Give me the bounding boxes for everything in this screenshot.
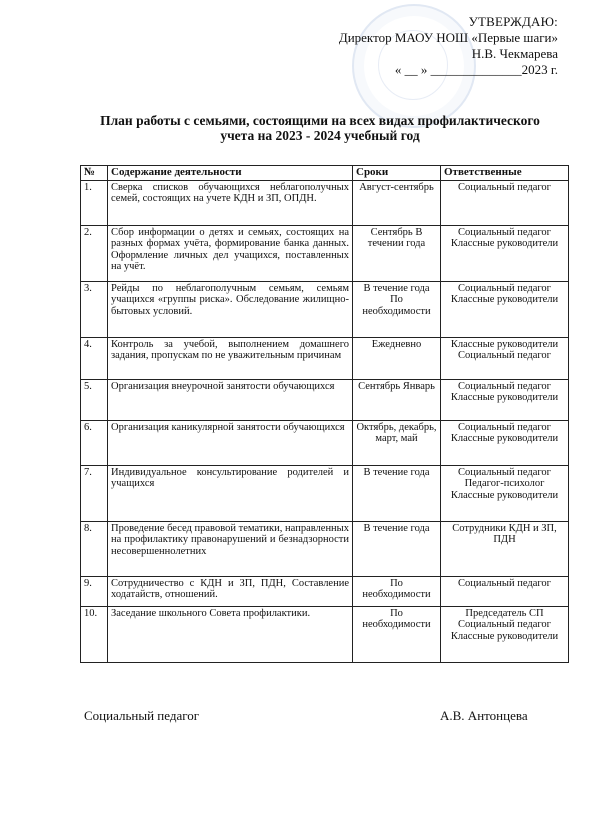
document-title-line1: План работы с семьями, состоящими на всех видах профилактического (100, 113, 540, 128)
row-responsible: Социальный педагог Классные руководители (441, 281, 569, 337)
row-num: 3. (81, 281, 108, 337)
row-content: Рейды по неблагополучным семьям, семьям учащихся «группы риска». Обследование жилищно-бытовых условий. (108, 281, 353, 337)
table-row (81, 180, 569, 225)
row-date: Октябрь, декабрь, март, май (353, 420, 441, 465)
row-num: 10. (81, 606, 108, 662)
approval-title: УТВЕРЖДАЮ: (468, 14, 558, 29)
row-responsible: Классные руководители Социальный педагог (441, 337, 569, 379)
row-date: По необходимости (353, 576, 441, 606)
row-content: Сбор информации о детях и семьях, состоящих на разных формах учёта, формирование банка данных. Оформление личных дел учащихся, поставленных на учёт. (108, 225, 353, 281)
table-row (81, 420, 569, 465)
row-responsible: Председатель СП Социальный педагог Классные руководители (441, 606, 569, 662)
row-date: В течение года (353, 465, 441, 521)
document-title (70, 113, 570, 143)
plan-table (80, 165, 569, 663)
table-row (81, 576, 569, 606)
table-header-row (81, 166, 569, 181)
header-num: № (81, 166, 108, 181)
row-date: В течение года По необходимости (353, 281, 441, 337)
table-row (81, 225, 569, 281)
row-date: По необходимости (353, 606, 441, 662)
row-content: Организация внеурочной занятости обучающихся (108, 379, 353, 420)
row-content: Проведение бесед правовой тематики, направленных на профилактику правонарушений и безнадзорности несовершеннолетних (108, 521, 353, 576)
footer-position: Социальный педагог (84, 708, 200, 723)
row-responsible: Социальный педагог Педагог-психолог Классные руководители (441, 465, 569, 521)
row-responsible: Социальный педагог Классные руководители (441, 420, 569, 465)
footer-signatory: А.В. Антонцева (440, 708, 528, 723)
approval-block (339, 14, 558, 78)
row-num: 5. (81, 379, 108, 420)
row-num: 6. (81, 420, 108, 465)
table-row (81, 281, 569, 337)
row-date: Август-сентябрь (353, 180, 441, 225)
approval-date: « __ » ______________2023 г. (394, 62, 558, 77)
row-num: 9. (81, 576, 108, 606)
row-date: В течение года (353, 521, 441, 576)
row-content: Сверка списков обучающихся неблагополучных семей, состоящих на учете КДН и ЗП, ОПДН. (108, 180, 353, 225)
row-date: Сентябрь В течении года (353, 225, 441, 281)
row-num: 7. (81, 465, 108, 521)
row-content: Контроль за учебой, выполнением домашнего задания, пропускам по не уважительным причинам (108, 337, 353, 379)
header-date: Сроки (353, 166, 441, 181)
approval-name: Н.В. Чекмарева (471, 46, 558, 61)
row-content: Сотрудничество с КДН и ЗП, ПДН, Составление ходатайств, отношений. (108, 576, 353, 606)
row-content: Индивидуальное консультирование родителей и учащихся (108, 465, 353, 521)
row-date: Сентябрь Январь (353, 379, 441, 420)
header-content: Содержание деятельности (108, 166, 353, 181)
table-row (81, 606, 569, 662)
header-responsible: Ответственные (441, 166, 569, 181)
document-title-line2: учета на 2023 - 2024 учебный год (220, 128, 420, 143)
row-num: 4. (81, 337, 108, 379)
table-row (81, 337, 569, 379)
row-content: Организация каникулярной занятости обучающихся (108, 420, 353, 465)
row-responsible: Социальный педагог (441, 180, 569, 225)
approval-position: Директор МАОУ НОШ «Первые шаги» (338, 30, 558, 45)
row-responsible: Сотрудники КДН и ЗП, ПДН (441, 521, 569, 576)
table-row (81, 521, 569, 576)
row-responsible: Социальный педагог Классные руководители (441, 225, 569, 281)
row-responsible: Социальный педагог Классные руководители (441, 379, 569, 420)
table-row (81, 465, 569, 521)
row-responsible: Социальный педагог (441, 576, 569, 606)
row-num: 8. (81, 521, 108, 576)
row-content: Заседание школьного Совета профилактики. (108, 606, 353, 662)
row-num: 2. (81, 225, 108, 281)
table-row (81, 379, 569, 420)
row-date: Ежедневно (353, 337, 441, 379)
row-num: 1. (81, 180, 108, 225)
